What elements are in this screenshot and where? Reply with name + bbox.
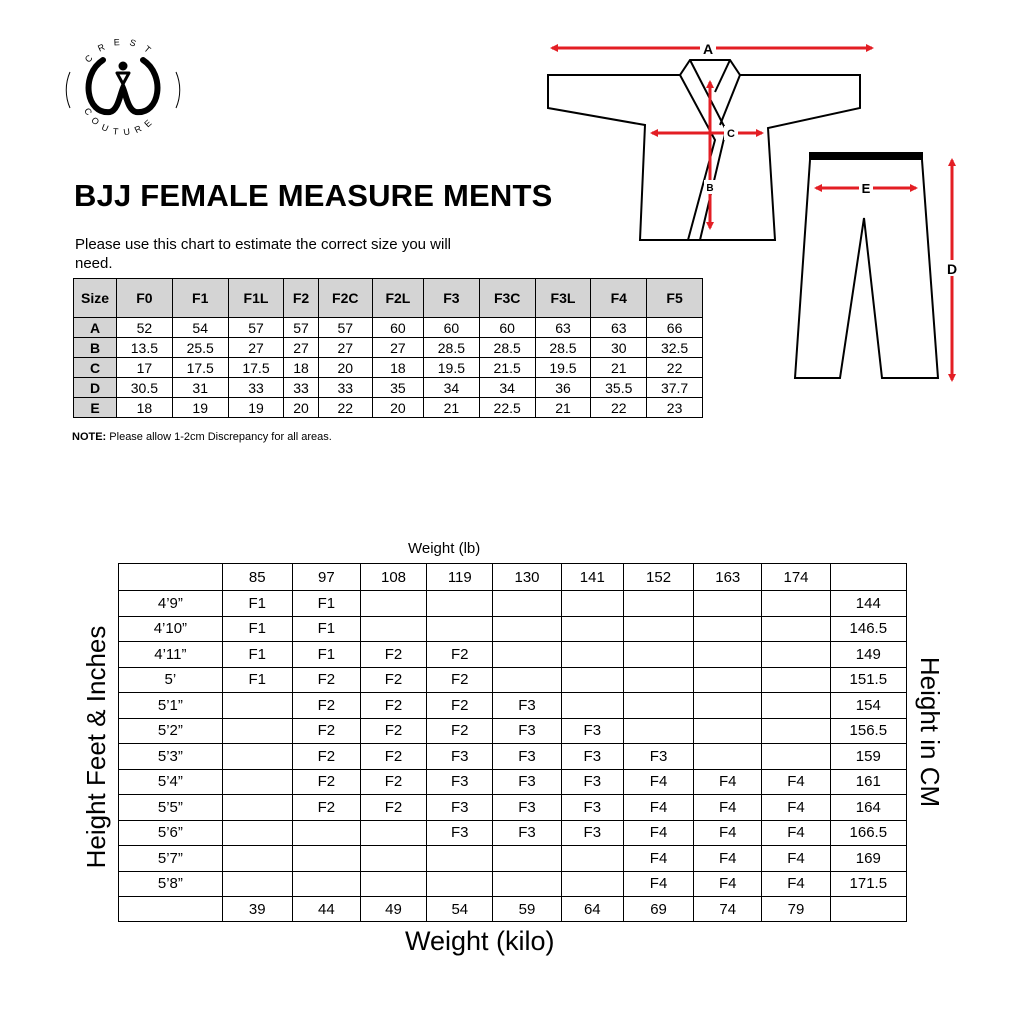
size-cell: 34 xyxy=(479,378,535,398)
size-cell: 35.5 xyxy=(591,378,647,398)
height-cm-cell: 164 xyxy=(830,795,906,821)
height-cm-cell: 161 xyxy=(830,769,906,795)
height-ft-cell: 5’1” xyxy=(119,693,223,719)
size-recommendation-cell: F2 xyxy=(427,718,493,744)
height-row xyxy=(119,871,907,897)
size-recommendation-cell: F2 xyxy=(360,642,426,668)
size-recommendation-cell: F1 xyxy=(222,667,292,693)
size-recommendation-cell xyxy=(694,718,762,744)
size-recommendation-cell: F4 xyxy=(623,820,693,846)
height-ft-cell: 5’5” xyxy=(119,795,223,821)
size-header-cell: F1L xyxy=(228,279,284,318)
size-header-cell: Size xyxy=(74,279,117,318)
size-cell: 23 xyxy=(647,398,703,418)
size-recommendation-cell xyxy=(762,667,830,693)
size-header-cell: F2 xyxy=(284,279,318,318)
brand-logo xyxy=(58,30,188,140)
size-recommendation-cell: F2 xyxy=(292,744,360,770)
weight-kilo-label: Weight (kilo) xyxy=(405,926,555,956)
size-recommendation-cell xyxy=(561,667,623,693)
weight-kg-cell: 39 xyxy=(222,897,292,922)
size-recommendation-cell xyxy=(493,642,561,668)
size-recommendation-cell: F2 xyxy=(292,693,360,719)
size-recommendation-cell: F3 xyxy=(561,795,623,821)
size-recommendation-cell xyxy=(222,693,292,719)
size-cell: 21 xyxy=(535,398,591,418)
size-header-cell: F3L xyxy=(535,279,591,318)
intro-text: Please use this chart to estimate the correct size you will need. xyxy=(75,236,451,272)
size-cell: 28.5 xyxy=(535,338,591,358)
height-cm-cell: 146.5 xyxy=(830,616,906,642)
height-ft-label: Height Feet & Inches xyxy=(80,625,111,869)
size-recommendation-cell: F2 xyxy=(427,642,493,668)
size-recommendation-cell: F3 xyxy=(493,718,561,744)
size-recommendation-cell xyxy=(292,871,360,897)
size-recommendation-cell xyxy=(623,693,693,719)
size-recommendation-cell: F3 xyxy=(427,820,493,846)
size-cell: 30.5 xyxy=(117,378,173,398)
size-recommendation-cell xyxy=(561,642,623,668)
page-title: BJJ FEMALE MEASURE MENTS xyxy=(74,178,553,213)
size-recommendation-cell: F4 xyxy=(762,820,830,846)
size-recommendation-cell: F4 xyxy=(694,820,762,846)
size-recommendation-cell xyxy=(762,693,830,719)
height-row xyxy=(119,795,907,821)
height-cm-label: Height in CM xyxy=(915,656,946,808)
size-recommendation-cell: F3 xyxy=(561,769,623,795)
corner-cell xyxy=(119,564,223,591)
height-cm-cell: 144 xyxy=(830,591,906,617)
weight-kg-cell: 54 xyxy=(427,897,493,922)
size-recommendation-cell: F3 xyxy=(493,693,561,719)
weight-kg-cell: 49 xyxy=(360,897,426,922)
weight-lb-cell: 97 xyxy=(292,564,360,591)
height-ft-cell: 4’11” xyxy=(119,642,223,668)
note-text: Please allow 1-2cm Discrepancy for all areas. xyxy=(106,431,332,443)
height-ft-cell: 5’8” xyxy=(119,871,223,897)
size-cell: 28.5 xyxy=(479,338,535,358)
size-recommendation-cell: F3 xyxy=(427,795,493,821)
height-ft-cell: 5’3” xyxy=(119,744,223,770)
size-recommendation-cell: F1 xyxy=(222,591,292,617)
height-cm-cell: 151.5 xyxy=(830,667,906,693)
size-row-label: E xyxy=(74,398,117,418)
label-b: B xyxy=(706,183,714,194)
height-ft-cell: 5’6” xyxy=(119,820,223,846)
size-cell: 13.5 xyxy=(117,338,173,358)
size-recommendation-cell xyxy=(222,820,292,846)
size-recommendation-cell xyxy=(762,642,830,668)
weight-lb-cell: 152 xyxy=(623,564,693,591)
size-recommendation-cell: F4 xyxy=(694,846,762,872)
size-header-cell: F5 xyxy=(647,279,703,318)
size-recommendation-cell xyxy=(762,718,830,744)
weight-lb-cell: 174 xyxy=(762,564,830,591)
size-recommendation-cell xyxy=(623,667,693,693)
size-recommendation-cell xyxy=(360,871,426,897)
size-recommendation-cell: F4 xyxy=(623,795,693,821)
size-header-cell: F2L xyxy=(372,279,423,318)
size-recommendation-cell xyxy=(694,667,762,693)
weight-kg-cell: 69 xyxy=(623,897,693,922)
size-recommendation-cell: F4 xyxy=(762,871,830,897)
size-recommendation-cell xyxy=(222,769,292,795)
size-row-label: D xyxy=(74,378,117,398)
size-recommendation-cell xyxy=(762,591,830,617)
size-recommendation-cell: F4 xyxy=(694,795,762,821)
size-cell: 60 xyxy=(479,318,535,338)
size-recommendation-cell xyxy=(623,718,693,744)
size-recommendation-cell xyxy=(222,718,292,744)
height-ft-cell: 4’10” xyxy=(119,616,223,642)
size-recommendation-cell xyxy=(493,616,561,642)
height-row xyxy=(119,820,907,846)
size-recommendation-cell xyxy=(427,616,493,642)
height-row xyxy=(119,616,907,642)
size-cell: 20 xyxy=(318,358,372,378)
size-cell: 60 xyxy=(423,318,479,338)
label-a: A xyxy=(702,41,714,57)
size-recommendation-cell xyxy=(493,667,561,693)
size-recommendation-cell xyxy=(762,616,830,642)
size-recommendation-cell xyxy=(694,744,762,770)
size-recommendation-cell xyxy=(694,642,762,668)
size-cell: 63 xyxy=(535,318,591,338)
size-recommendation-cell xyxy=(762,744,830,770)
size-recommendation-cell: F3 xyxy=(623,744,693,770)
size-cell: 54 xyxy=(172,318,228,338)
size-recommendation-cell xyxy=(222,871,292,897)
size-recommendation-cell: F4 xyxy=(623,769,693,795)
size-cell: 19 xyxy=(172,398,228,418)
weight-kg-cell: 44 xyxy=(292,897,360,922)
size-cell: 31 xyxy=(172,378,228,398)
size-header-cell: F3 xyxy=(423,279,479,318)
size-recommendation-cell: F3 xyxy=(493,795,561,821)
size-recommendation-cell: F3 xyxy=(493,820,561,846)
garment-diagram xyxy=(540,30,980,390)
corner-cell xyxy=(119,897,223,922)
size-recommendation-cell: F2 xyxy=(360,769,426,795)
size-recommendation-cell xyxy=(561,846,623,872)
size-recommendation-cell xyxy=(292,820,360,846)
size-cell: 27 xyxy=(228,338,284,358)
size-cell: 17 xyxy=(117,358,173,378)
size-cell: 27 xyxy=(372,338,423,358)
corner-cell xyxy=(830,564,906,591)
size-recommendation-cell: F4 xyxy=(623,846,693,872)
size-cell: 33 xyxy=(284,378,318,398)
size-recommendation-cell xyxy=(222,744,292,770)
size-cell: 27 xyxy=(318,338,372,358)
height-row xyxy=(119,667,907,693)
weight-kg-cell: 64 xyxy=(561,897,623,922)
height-cm-cell: 159 xyxy=(830,744,906,770)
size-cell: 20 xyxy=(284,398,318,418)
size-row-label: C xyxy=(74,358,117,378)
height-row xyxy=(119,846,907,872)
size-recommendation-cell: F2 xyxy=(360,667,426,693)
size-recommendation-cell: F2 xyxy=(360,744,426,770)
size-recommendation-cell xyxy=(493,591,561,617)
size-cell: 22 xyxy=(318,398,372,418)
size-recommendation-cell xyxy=(360,591,426,617)
size-cell: 19.5 xyxy=(423,358,479,378)
size-cell: 57 xyxy=(228,318,284,338)
size-cell: 63 xyxy=(591,318,647,338)
size-recommendation-cell: F3 xyxy=(561,820,623,846)
size-cell: 19 xyxy=(228,398,284,418)
size-recommendation-cell: F2 xyxy=(427,693,493,719)
height-cm-cell: 169 xyxy=(830,846,906,872)
height-row xyxy=(119,642,907,668)
size-header-cell: F4 xyxy=(591,279,647,318)
weight-kg-cell: 59 xyxy=(493,897,561,922)
size-recommendation-cell: F1 xyxy=(292,642,360,668)
size-recommendation-cell: F4 xyxy=(694,769,762,795)
size-cell: 21 xyxy=(591,358,647,378)
note xyxy=(72,431,332,443)
size-header-cell: F0 xyxy=(117,279,173,318)
weight-lb-row xyxy=(119,564,907,591)
weight-lb-cell: 163 xyxy=(694,564,762,591)
size-cell: 57 xyxy=(284,318,318,338)
size-recommendation-cell: F3 xyxy=(561,718,623,744)
size-recommendation-cell xyxy=(427,846,493,872)
size-cell: 18 xyxy=(284,358,318,378)
size-recommendation-cell: F4 xyxy=(762,769,830,795)
size-recommendation-cell xyxy=(493,871,561,897)
size-cell: 66 xyxy=(647,318,703,338)
weight-lb-cell: 130 xyxy=(493,564,561,591)
size-cell: 22 xyxy=(647,358,703,378)
size-recommendation-cell xyxy=(427,871,493,897)
size-cell: 21 xyxy=(423,398,479,418)
size-cell: 21.5 xyxy=(479,358,535,378)
size-recommendation-cell xyxy=(561,616,623,642)
size-recommendation-cell: F4 xyxy=(623,871,693,897)
size-recommendation-cell xyxy=(360,846,426,872)
size-recommendation-cell xyxy=(694,616,762,642)
size-recommendation-cell: F4 xyxy=(694,871,762,897)
height-ft-cell: 4’9” xyxy=(119,591,223,617)
size-row-label: B xyxy=(74,338,117,358)
size-recommendation-cell: F4 xyxy=(762,846,830,872)
size-recommendation-cell: F3 xyxy=(427,769,493,795)
size-recommendation-cell xyxy=(222,795,292,821)
size-cell: 18 xyxy=(117,398,173,418)
size-header-cell: F1 xyxy=(172,279,228,318)
size-cell: 37.7 xyxy=(647,378,703,398)
weight-lb-cell: 108 xyxy=(360,564,426,591)
size-recommendation-cell xyxy=(427,591,493,617)
size-header-cell: F2C xyxy=(318,279,372,318)
brand-bottom-text: COUTURE xyxy=(82,106,158,138)
size-recommendation-cell: F2 xyxy=(292,667,360,693)
size-recommendation-cell: F1 xyxy=(292,591,360,617)
weight-lb-cell: 119 xyxy=(427,564,493,591)
size-recommendation-cell: F3 xyxy=(493,744,561,770)
size-recommendation-cell xyxy=(360,820,426,846)
height-ft-cell: 5’4” xyxy=(119,769,223,795)
size-recommendation-cell xyxy=(694,591,762,617)
size-recommendation-cell xyxy=(623,591,693,617)
size-cell: 36 xyxy=(535,378,591,398)
height-row xyxy=(119,744,907,770)
size-cell: 17.5 xyxy=(228,358,284,378)
corner-cell xyxy=(830,897,906,922)
size-recommendation-cell xyxy=(360,616,426,642)
size-recommendation-cell: F4 xyxy=(762,795,830,821)
size-cell: 57 xyxy=(318,318,372,338)
label-d: D xyxy=(946,261,958,277)
height-weight-table xyxy=(118,563,907,922)
size-recommendation-cell xyxy=(623,642,693,668)
height-cm-cell: 156.5 xyxy=(830,718,906,744)
size-cell: 22.5 xyxy=(479,398,535,418)
size-cell: 20 xyxy=(372,398,423,418)
size-cell: 19.5 xyxy=(535,358,591,378)
height-row xyxy=(119,718,907,744)
size-recommendation-cell: F2 xyxy=(292,795,360,821)
height-cm-cell: 149 xyxy=(830,642,906,668)
weight-lb-label: Weight (lb) xyxy=(408,540,481,557)
size-recommendation-cell: F2 xyxy=(292,718,360,744)
size-recommendation-cell xyxy=(222,846,292,872)
size-row-label: A xyxy=(74,318,117,338)
label-e: E xyxy=(861,181,871,196)
size-recommendation-cell xyxy=(561,591,623,617)
weight-lb-cell: 141 xyxy=(561,564,623,591)
size-cell: 52 xyxy=(117,318,173,338)
size-recommendation-cell xyxy=(493,846,561,872)
height-cm-cell: 171.5 xyxy=(830,871,906,897)
size-row xyxy=(74,398,703,418)
size-cell: 32.5 xyxy=(647,338,703,358)
size-cell: 33 xyxy=(228,378,284,398)
size-recommendation-cell: F2 xyxy=(360,718,426,744)
size-header-cell: F3C xyxy=(479,279,535,318)
size-recommendation-cell xyxy=(694,693,762,719)
height-cm-cell: 154 xyxy=(830,693,906,719)
size-recommendation-cell: F1 xyxy=(222,616,292,642)
size-recommendation-cell: F2 xyxy=(360,693,426,719)
size-recommendation-cell: F3 xyxy=(427,744,493,770)
brand-top-text: CREST xyxy=(82,36,160,65)
size-cell: 34 xyxy=(423,378,479,398)
height-ft-cell: 5’ xyxy=(119,667,223,693)
size-recommendation-cell: F1 xyxy=(292,616,360,642)
label-c: C xyxy=(727,128,735,140)
weight-kg-cell: 79 xyxy=(762,897,830,922)
size-cell: 25.5 xyxy=(172,338,228,358)
size-cell: 18 xyxy=(372,358,423,378)
weight-kg-row xyxy=(119,897,907,922)
size-cell: 60 xyxy=(372,318,423,338)
height-cm-cell: 166.5 xyxy=(830,820,906,846)
size-recommendation-cell: F2 xyxy=(427,667,493,693)
size-cell: 22 xyxy=(591,398,647,418)
size-recommendation-cell xyxy=(561,693,623,719)
size-cell: 30 xyxy=(591,338,647,358)
size-recommendation-cell xyxy=(561,871,623,897)
weight-kg-cell: 74 xyxy=(694,897,762,922)
size-cell: 33 xyxy=(318,378,372,398)
height-ft-cell: 5’7” xyxy=(119,846,223,872)
size-recommendation-cell: F1 xyxy=(222,642,292,668)
size-cell: 27 xyxy=(284,338,318,358)
size-recommendation-cell xyxy=(292,846,360,872)
size-recommendation-cell: F2 xyxy=(360,795,426,821)
size-cell: 35 xyxy=(372,378,423,398)
size-recommendation-cell: F3 xyxy=(561,744,623,770)
note-label: NOTE: xyxy=(72,431,107,443)
height-ft-cell: 5’2” xyxy=(119,718,223,744)
size-recommendation-cell: F2 xyxy=(292,769,360,795)
size-cell: 17.5 xyxy=(172,358,228,378)
size-recommendation-cell xyxy=(623,616,693,642)
height-row xyxy=(119,591,907,617)
size-cell: 28.5 xyxy=(423,338,479,358)
height-row xyxy=(119,769,907,795)
weight-lb-cell: 85 xyxy=(222,564,292,591)
height-row xyxy=(119,693,907,719)
size-recommendation-cell: F3 xyxy=(493,769,561,795)
